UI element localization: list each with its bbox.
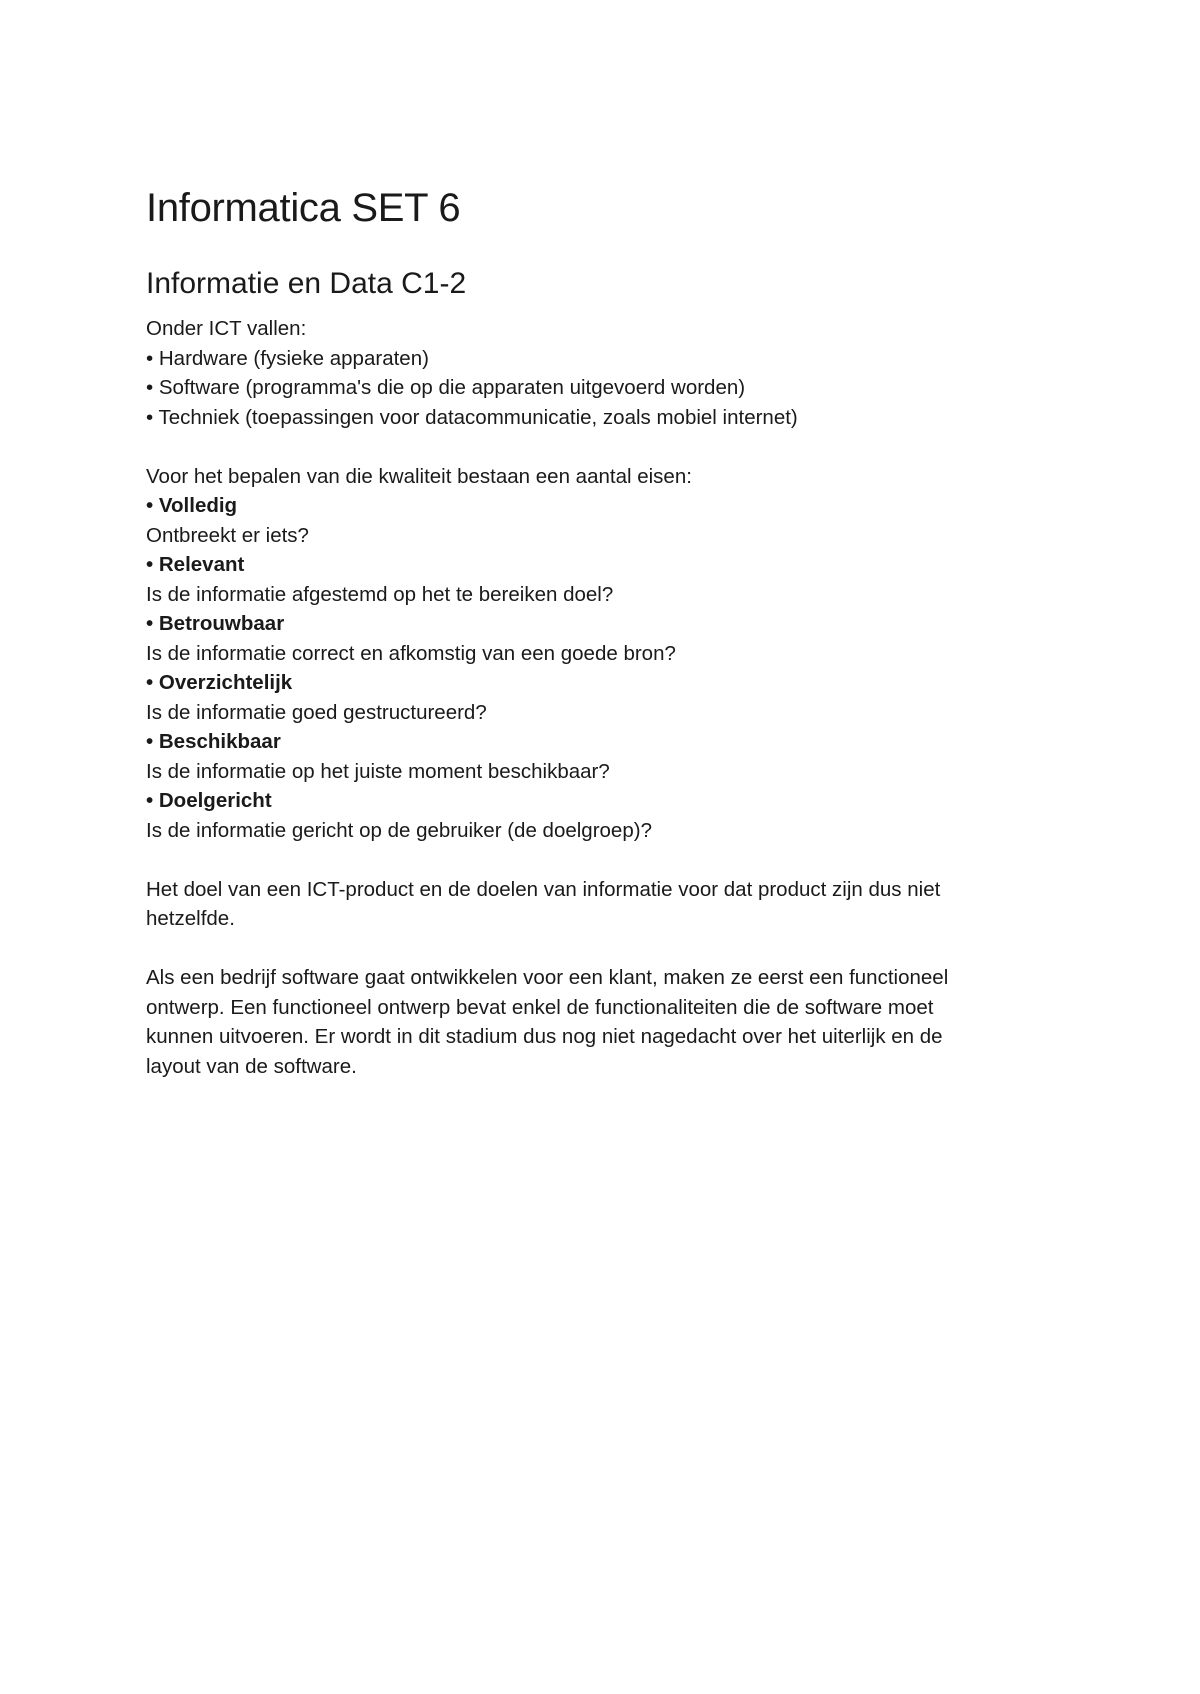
quality-question-relevant: Is de informatie afgestemd op het te bereiken doel? xyxy=(146,582,614,606)
paragraph-line: kunnen uitvoeren. Er wordt in dit stadium dus nog niet nagedacht over het uiterlijk en de xyxy=(146,1025,943,1048)
paragraph-line: Het doel van een ICT-product en de doelen van informatie voor dat product zijn dus niet xyxy=(146,877,941,901)
quality-question-doelgericht: Is de informatie gericht op de gebruiker (de doelgroep)? xyxy=(146,818,652,842)
quality-label-relevant: • Relevant xyxy=(146,553,245,576)
quality-question-beschikbaar: Is de informatie op het juiste moment beschikbaar? xyxy=(146,759,610,783)
spacer xyxy=(146,934,1046,964)
section-title: Informatie en Data C1-2 xyxy=(146,267,467,300)
quality-label-beschikbaar: • Beschikbaar xyxy=(146,730,281,753)
quality-question-volledig: Ontbreekt er iets? xyxy=(146,523,309,547)
quality-label-overzichtelijk: • Overzichtelijk xyxy=(146,671,293,694)
paragraph-line: layout van de software. xyxy=(146,1054,357,1078)
paragraph-line: ontwerp. Een functioneel ontwerp bevat enkel de functionaliteiten die de software moet xyxy=(146,995,934,1019)
ict-intro: Onder ICT vallen: xyxy=(146,317,307,340)
document-title: Informatica SET 6 xyxy=(146,186,461,230)
quality-question-overzichtelijk: Is de informatie goed gestructureerd? xyxy=(146,700,487,724)
ict-item-hardware: • Hardware (fysieke apparaten) xyxy=(146,346,429,370)
paragraph-ict-product xyxy=(146,875,1046,934)
document-page xyxy=(146,182,1046,1081)
spacer xyxy=(146,845,1046,875)
paragraph-line: hetzelfde. xyxy=(146,907,235,930)
quality-intro: Voor het bepalen van die kwaliteit bestaan een aantal eisen: xyxy=(146,464,692,488)
ict-block xyxy=(146,314,1046,432)
quality-question-betrouwbaar: Is de informatie correct en afkomstig van een goede bron? xyxy=(146,641,676,665)
quality-label-betrouwbaar: • Betrouwbaar xyxy=(146,612,285,635)
ict-item-techniek: • Techniek (toepassingen voor datacommunicatie, zoals mobiel internet) xyxy=(146,405,798,429)
spacer xyxy=(146,432,1046,462)
paragraph-functioneel-ontwerp xyxy=(146,963,1046,1081)
paragraph-line: Als een bedrijf software gaat ontwikkelen voor een klant, maken ze eerst een functioneel xyxy=(146,966,949,989)
quality-block xyxy=(146,462,1046,846)
ict-item-software: • Software (programma's die op die apparaten uitgevoerd worden) xyxy=(146,376,746,399)
quality-label-doelgericht: • Doelgericht xyxy=(146,789,272,812)
quality-label-volledig: • Volledig xyxy=(146,494,238,517)
